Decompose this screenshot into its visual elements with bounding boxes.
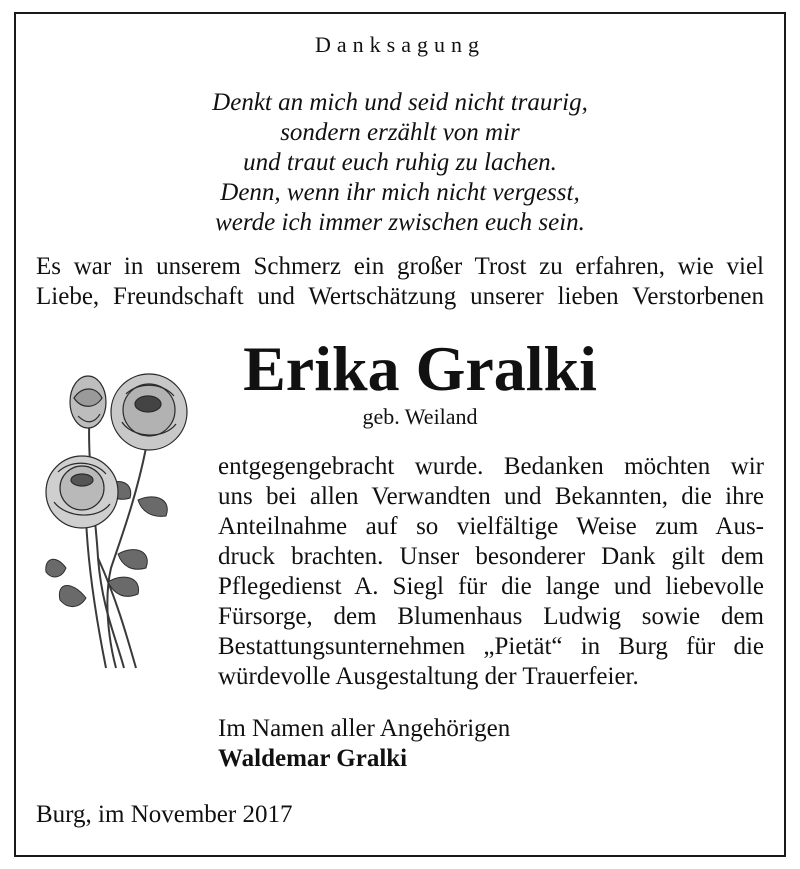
poem-line: und traut euch ruhig zu lachen. — [243, 149, 557, 176]
thanks-line: Fürsorge, dem Blumenhaus Ludwig sowie dem — [218, 603, 764, 630]
thanks-line: druck brachten. Unser besonderer Dank gilt dem — [218, 543, 764, 570]
poem — [0, 88, 800, 238]
place-date: Burg, im November 2017 — [36, 801, 293, 828]
thanks-line: entgegengebracht wurde. Bedanken möchten wir — [218, 453, 764, 480]
thanks-line: uns bei allen Verwandten und Bekannten, die ihre — [218, 483, 764, 510]
thanks-text — [218, 452, 764, 692]
intro-line: Liebe, Freundschaft und Wertschätzung unserer lieben Verstorbenen — [36, 283, 764, 310]
roses-illustration — [26, 368, 206, 678]
poem-line: sondern erzählt von mir — [280, 119, 520, 146]
notice-heading: Danksagung — [315, 32, 485, 57]
intro-line: Es war in unserem Schmerz ein großer Trost zu erfahren, wie viel — [36, 253, 764, 280]
signature-line: Im Namen aller Angehörigen — [218, 715, 511, 742]
signature-block — [218, 714, 510, 774]
intro-text — [36, 252, 764, 312]
deceased-name: Erika Gralki — [243, 333, 597, 404]
poem-line: Denkt an mich und seid nicht traurig, — [212, 89, 588, 116]
poem-line: werde ich immer zwischen euch sein. — [215, 209, 585, 236]
poem-line: Denn, wenn ihr mich nicht vergesst, — [220, 179, 580, 206]
signer-name: Waldemar Gralki — [218, 745, 408, 772]
thanks-line: Pflegedienst A. Siegl für die lange und liebevolle — [218, 573, 764, 600]
thanks-line: würdevolle Ausgestaltung der Trauerfeier. — [218, 663, 639, 690]
thanks-line: Bestattungsunternehmen „Pietät“ in Burg für die — [218, 633, 764, 660]
thanks-line: Anteilnahme auf so vielfältige Weise zum Aus- — [218, 513, 764, 540]
deceased-birth-name: geb. Weiland — [362, 404, 478, 429]
